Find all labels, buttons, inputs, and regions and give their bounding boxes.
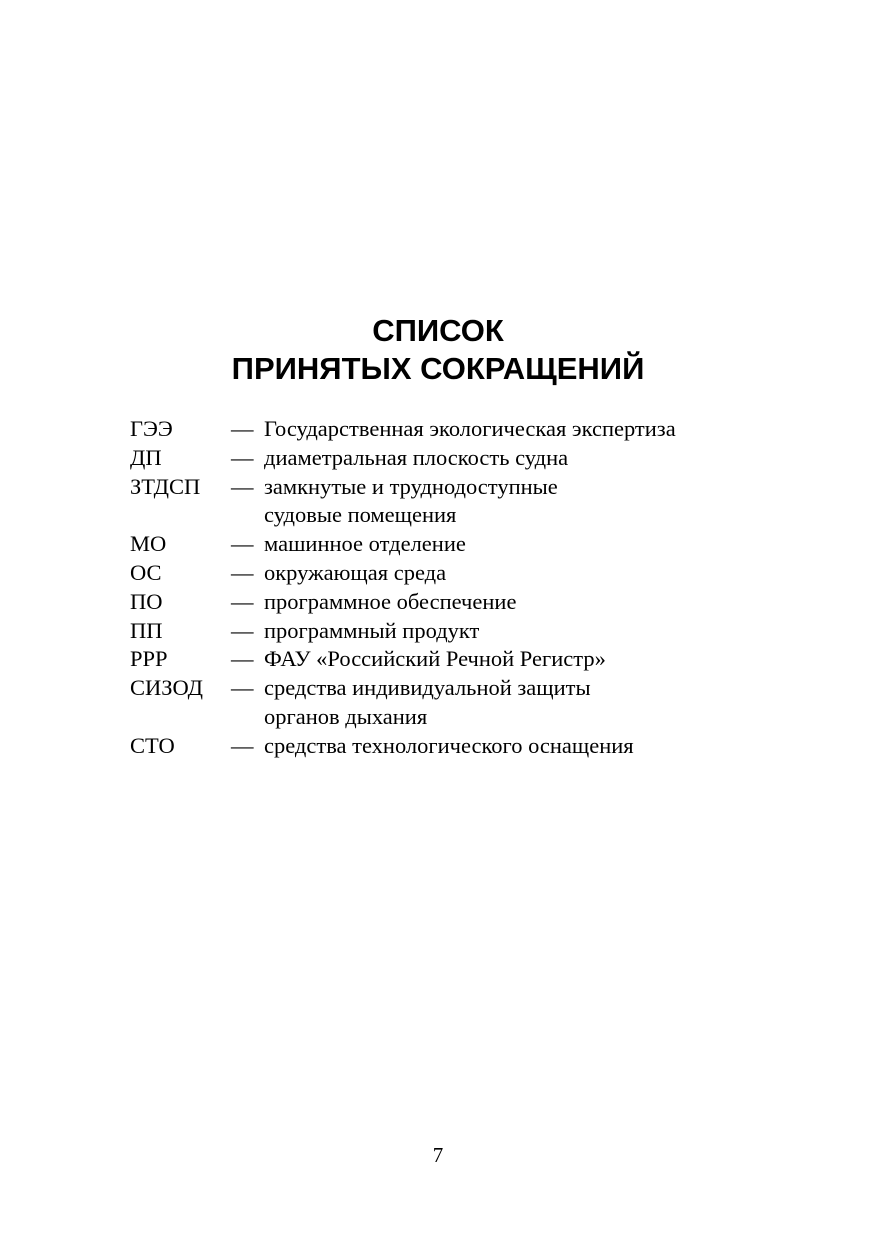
definition-line: замкнутые и труднодоступные bbox=[264, 473, 558, 499]
abbreviation-term: ПП bbox=[130, 617, 163, 643]
definition-line: диаметральная плоскость судна bbox=[264, 444, 569, 470]
abbreviation-definition bbox=[264, 444, 770, 473]
abbreviation-item bbox=[130, 530, 770, 559]
abbreviation-dash: — bbox=[231, 559, 254, 585]
abbreviation-item bbox=[130, 415, 770, 444]
title-line-2: ПРИНЯТЫХ СОКРАЩЕНИЙ bbox=[231, 351, 645, 386]
abbreviation-term: СТО bbox=[130, 732, 175, 758]
abbreviation-item bbox=[130, 473, 770, 531]
definition-line: средства индивидуальной защиты bbox=[264, 675, 591, 701]
definition-line: органов дыхания bbox=[264, 703, 428, 729]
abbreviation-item bbox=[130, 732, 770, 761]
abbreviation-term: РРР bbox=[130, 646, 168, 672]
page-number: 7 bbox=[432, 1143, 444, 1167]
abbreviation-definition bbox=[264, 645, 770, 674]
definition-line: ФАУ «Российский Речной Регистр» bbox=[264, 646, 606, 672]
abbreviation-list bbox=[130, 415, 770, 761]
abbreviation-definition bbox=[264, 473, 770, 531]
definition-line: машинное отделение bbox=[264, 531, 466, 557]
abbreviation-item bbox=[130, 559, 770, 588]
abbreviation-term: ГЭЭ bbox=[130, 416, 173, 441]
abbreviation-definition bbox=[264, 559, 770, 588]
definition-line: программный продукт bbox=[264, 617, 480, 643]
title-line-1: СПИСОК bbox=[372, 313, 504, 348]
abbreviation-dash: — bbox=[231, 531, 254, 557]
abbreviation-term: СИЗОД bbox=[130, 675, 204, 701]
abbreviation-dash: — bbox=[231, 646, 254, 672]
abbreviation-definition bbox=[264, 530, 770, 559]
abbreviation-term: ОС bbox=[130, 559, 162, 585]
abbreviation-definition bbox=[264, 674, 770, 732]
abbreviation-definition bbox=[264, 732, 770, 761]
abbreviation-term: ПО bbox=[130, 588, 163, 614]
abbreviation-dash: — bbox=[231, 588, 254, 614]
abbreviation-dash: — bbox=[231, 473, 254, 499]
abbreviation-dash: — bbox=[231, 675, 254, 701]
abbreviation-definition bbox=[264, 588, 770, 617]
abbreviation-dash: — bbox=[231, 732, 254, 758]
abbreviation-item bbox=[130, 617, 770, 646]
abbreviation-definition bbox=[264, 617, 770, 646]
definition-line: судовые помещения bbox=[264, 502, 457, 528]
abbreviation-item bbox=[130, 645, 770, 674]
abbreviation-item bbox=[130, 588, 770, 617]
abbreviation-dash: — bbox=[231, 617, 254, 643]
abbreviation-term: ДП bbox=[130, 444, 162, 470]
abbreviation-item bbox=[130, 674, 770, 732]
abbreviation-term: ЗТДСП bbox=[130, 473, 201, 499]
abbreviation-term: МО bbox=[130, 531, 167, 557]
definition-line: Государственная экологическая экспертиза bbox=[264, 416, 676, 441]
definition-line: средства технологического оснащения bbox=[264, 732, 634, 758]
page-title bbox=[0, 312, 876, 388]
abbreviation-dash: — bbox=[231, 416, 254, 441]
abbreviation-definition bbox=[264, 415, 770, 444]
definition-line: окружающая среда bbox=[264, 559, 447, 585]
abbreviation-dash: — bbox=[231, 444, 254, 470]
abbreviation-item bbox=[130, 444, 770, 473]
definition-line: программное обеспечение bbox=[264, 588, 517, 614]
